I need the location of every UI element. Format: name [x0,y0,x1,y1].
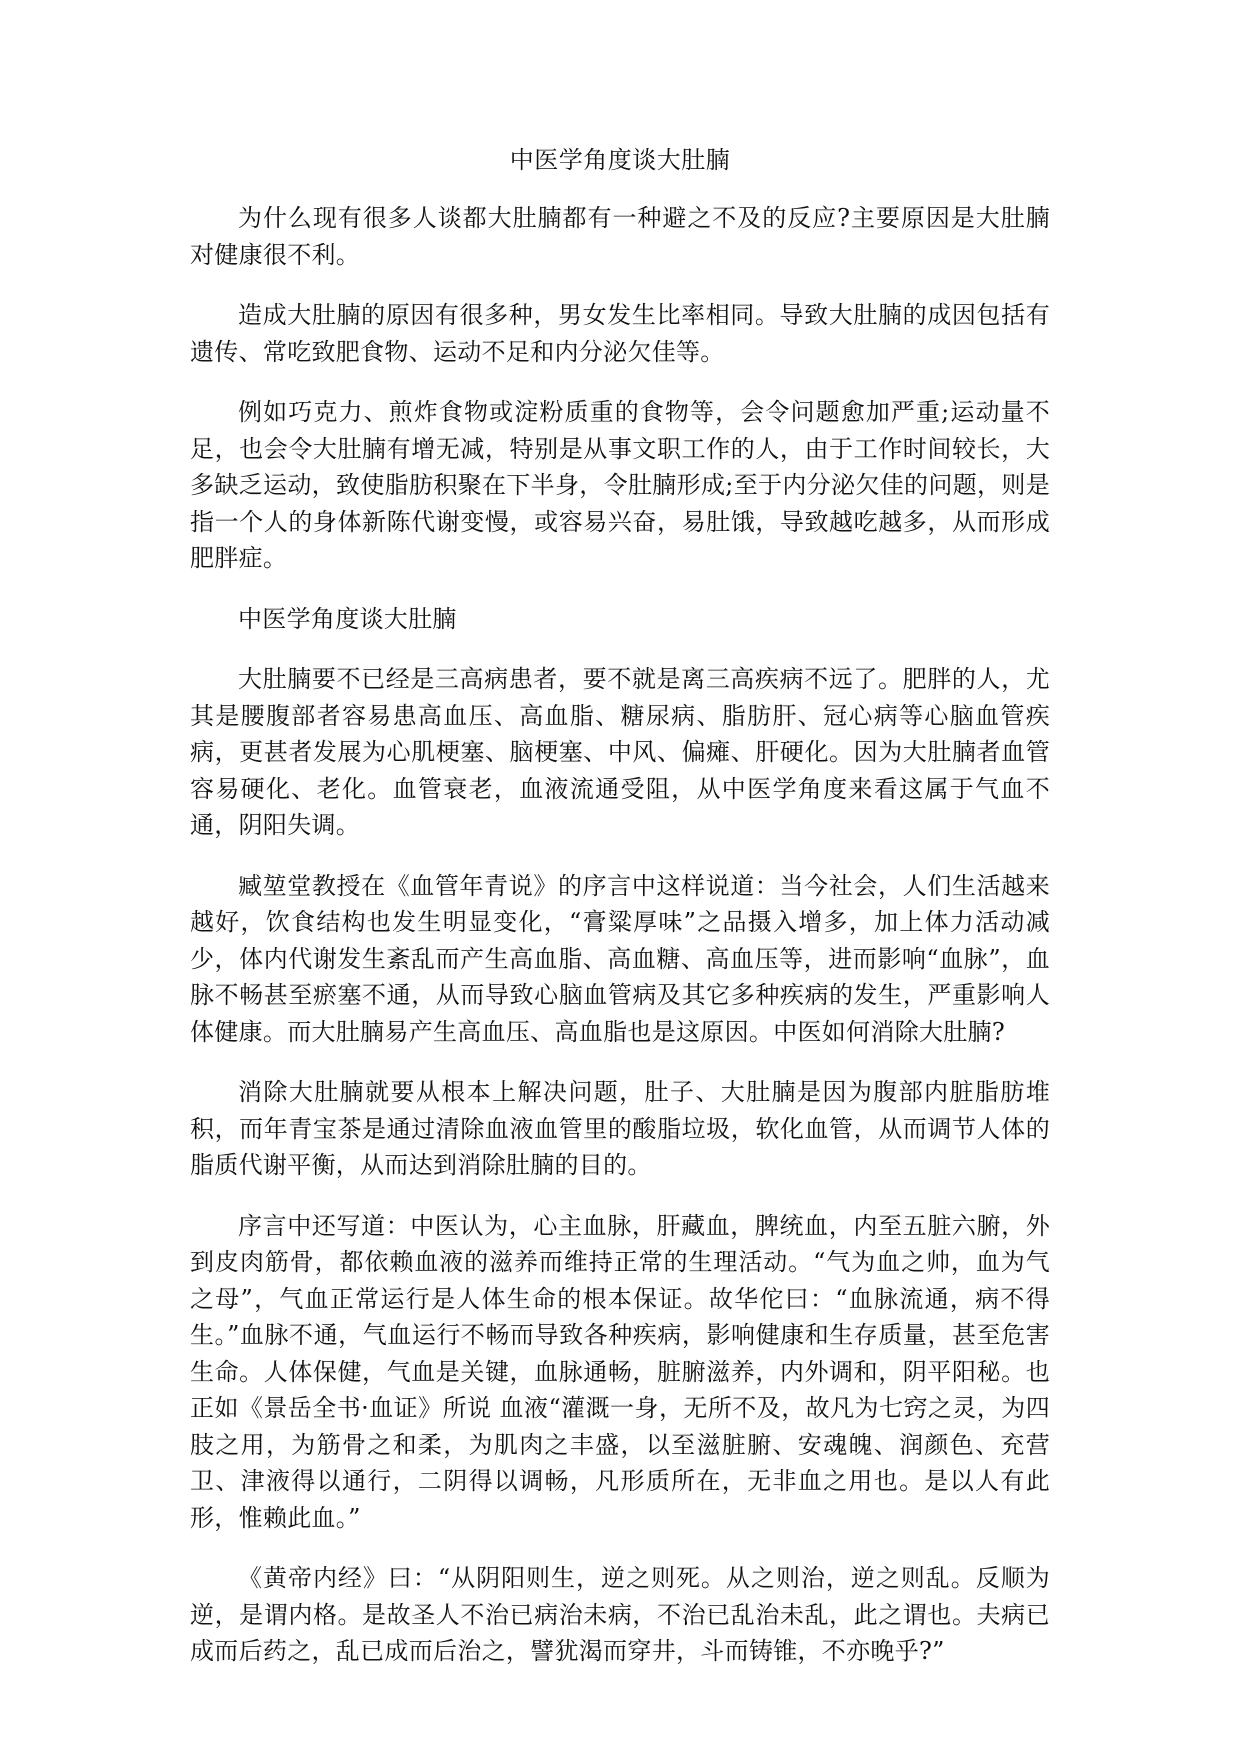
paragraph-5: 大肚腩要不已经是三高病患者，要不就是离三高疾病不远了。肥胖的人，尤其是腰腹部者容易患高血压、高血脂、糖尿病、脂肪肝、冠心病等心脑血管疾病，更甚者发展为心肌梗塞、脑梗塞、中风、偏瘫、肝硬化。因为大肚腩者血管容易硬化、老化。血管衰老，血液流通受阻，从中医学角度来看这属于气血不通，阴阳失调。 [190,665,1050,839]
paragraph-2: 造成大肚腩的原因有很多种，男女发生比率相同。导致大肚腩的成因包括有遗传、常吃致肥食物、运动不足和内分泌欠佳等。 [190,301,1050,366]
paragraph-6: 臧堃堂教授在《血管年青说》的序言中这样说道：当今社会，人们生活越来越好，饮食结构也发生明显变化，“膏粱厚味”之品摄入增多，加上体力活动减少，体内代谢发生紊乱而产生高血脂、高血糖、高血压等，进而影响“血脉”，血脉不畅甚至瘀塞不通，从而导致心脑血管病及其它多种疾病的发生，严重影响人体健康。而大肚腩易产生高血压、高血脂也是这原因。中医如何消除大肚腩? [190,871,1050,1046]
paragraph-7: 消除大肚腩就要从根本上解决问题，肚子、大肚腩是因为腹部内脏脂肪堆积，而年青宝茶是通过清除血液血管里的酸脂垃圾，软化血管，从而调节人体的脂质代谢平衡，从而达到消除肚腩的目的。 [190,1078,1050,1179]
paragraph-9: 《黄帝内经》曰：“从阴阳则生，逆之则死。从之则治，逆之则乱。反顺为逆，是谓内格。是故圣人不治已病治未病，不治已乱治未乱，此之谓也。夫病已成而后药之，乱已成而后治之，譬犹渴而穿井，斗而铸锥，不亦晚乎?” [190,1564,1050,1665]
paragraph-3: 例如巧克力、煎炸食物或淀粉质重的食物等，会令问题愈加严重;运动量不足，也会令大肚腩有增无减，特别是从事文职工作的人，由于工作时间较长，大多缺乏运动，致使脂肪积聚在下半身，令肚腩形成;至于内分泌欠佳的问题，则是指一个人的身体新陈代谢变慢，或容易兴奋，易肚饿，导致越吃越多，从而形成肥胖症。 [190,398,1050,572]
document-title: 中医学角度谈大肚腩 [509,146,731,174]
document-page [190,142,1050,1694]
paragraph-8: 序言中还写道：中医认为，心主血脉，肝藏血，脾统血，内至五脏六腑，外到皮肉筋骨，都依赖血液的滋养而维持正常的生理活动。“气为血之帅，血为气之母”，气血正常运行是人体生命的根本保证。故华佗曰：“血脉流通，病不得生。”血脉不通，气血运行不畅而导致各种疾病，影响健康和生存质量，甚至危害生命。人体保健，气血是关键，血脉通畅，脏腑滋养，内外调和，阴平阳秘。也正如《景岳全书·血证》所说 血液“灌溉一身，无所不及，故凡为七窍之灵，为四肢之用，为筋骨之和柔，为肌肉之丰盛，以至滋脏腑、安魂魄、润颜色、充营卫、津液得以通行，二阴得以调畅，凡形质所在，无非血之用也。是以人有此形，惟赖此血。” [190,1211,1050,1532]
section-heading: 中医学角度谈大肚腩 [238,604,457,633]
paragraph-1: 为什么现有很多人谈都大肚腩都有一种避之不及的反应?主要原因是大肚腩对健康很不利。 [190,204,1050,269]
